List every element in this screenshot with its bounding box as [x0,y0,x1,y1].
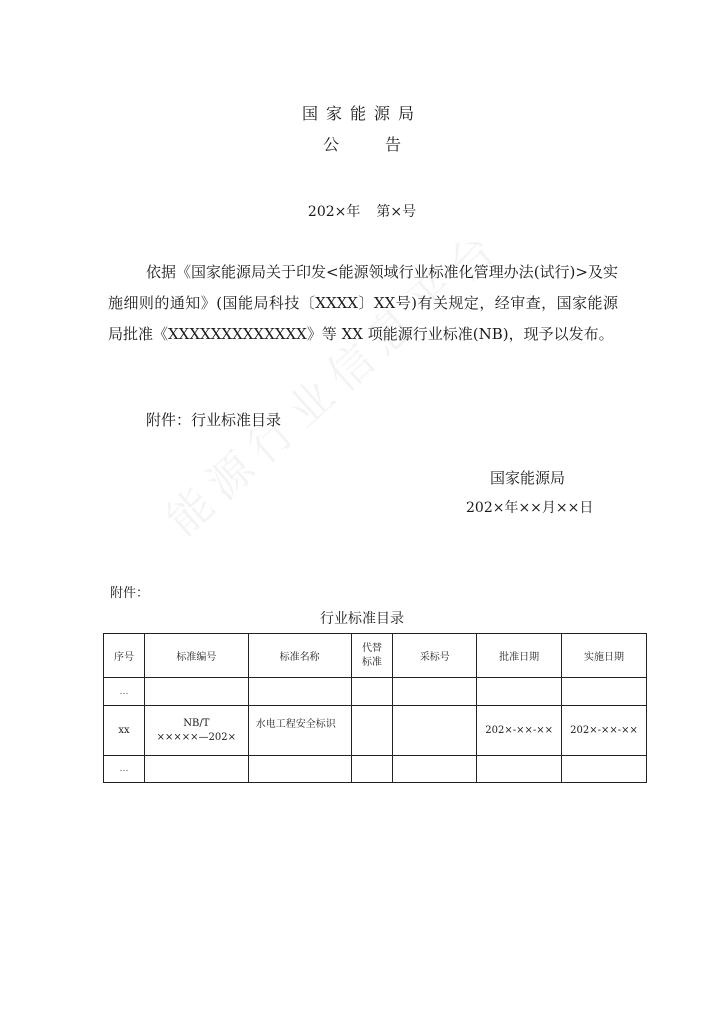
notice-char-1: 公 [322,135,339,154]
col-seq: 序号 [104,634,145,678]
cell-name: 水电工程安全标识 [248,706,351,756]
table-row [104,706,647,756]
table-row [104,756,647,783]
col-adopt: 采标号 [393,634,477,678]
cell-approve-date: 202×-××-×× [477,706,562,756]
cell-name [248,756,351,783]
annex-label: 附件： [110,586,150,601]
cell-approve-date [477,756,562,783]
cell-code-line1: NB/T [183,717,210,729]
agency-title: 国家能源局 [301,104,422,123]
cell-impl-date: 202×-××-×× [562,706,647,756]
cell-seq: … [104,756,145,783]
cell-seq: xx [104,706,145,756]
col-replace-line1: 代替 [361,642,382,654]
col-replace-line2: 标准 [361,656,382,668]
cell-approve-date [477,678,562,706]
cell-replace [351,678,393,706]
col-replace [351,634,393,678]
cell-adopt [393,706,477,756]
body-paragraph: 依据《国家能源局关于印发<能源领域行业标准化管理办法(试行)>及实施细则的通知》(国能局科技〔XXXX〕XX号)有关规定，经审查，国家能源局批准《XXXXXXXXXXXXX》等 XX 项能源行业标准(NB)，现予以发布。 [108,263,618,343]
cell-code [144,706,248,756]
cell-impl-date [562,678,647,706]
table-row [104,678,647,706]
signature-date: 202×年××月××日 [466,500,594,516]
cell-code [144,678,248,706]
table-header-row [104,634,647,678]
signature-org: 国家能源局 [490,469,566,487]
cell-name [248,678,351,706]
cell-seq: … [104,678,145,706]
doc-year: 202×年 [307,204,361,220]
cell-replace [351,706,393,756]
cell-replace [351,756,393,783]
cell-code-line2: ×××××—202× [156,731,237,743]
cell-adopt [393,678,477,706]
table-title: 行业标准目录 [320,611,404,627]
notice-char-2: 告 [385,135,402,154]
cell-code [144,756,248,783]
standards-table [103,633,647,783]
col-approve-date: 批准日期 [477,634,562,678]
col-code: 标准编号 [144,634,248,678]
notice-title [0,132,724,155]
doc-number [0,201,724,221]
cell-impl-date [562,756,647,783]
col-name: 标准名称 [248,634,351,678]
cell-adopt [393,756,477,783]
doc-serial: 第×号 [376,204,417,220]
annex-reference: 附件：行业标准目录 [146,411,282,429]
col-impl-date: 实施日期 [562,634,647,678]
